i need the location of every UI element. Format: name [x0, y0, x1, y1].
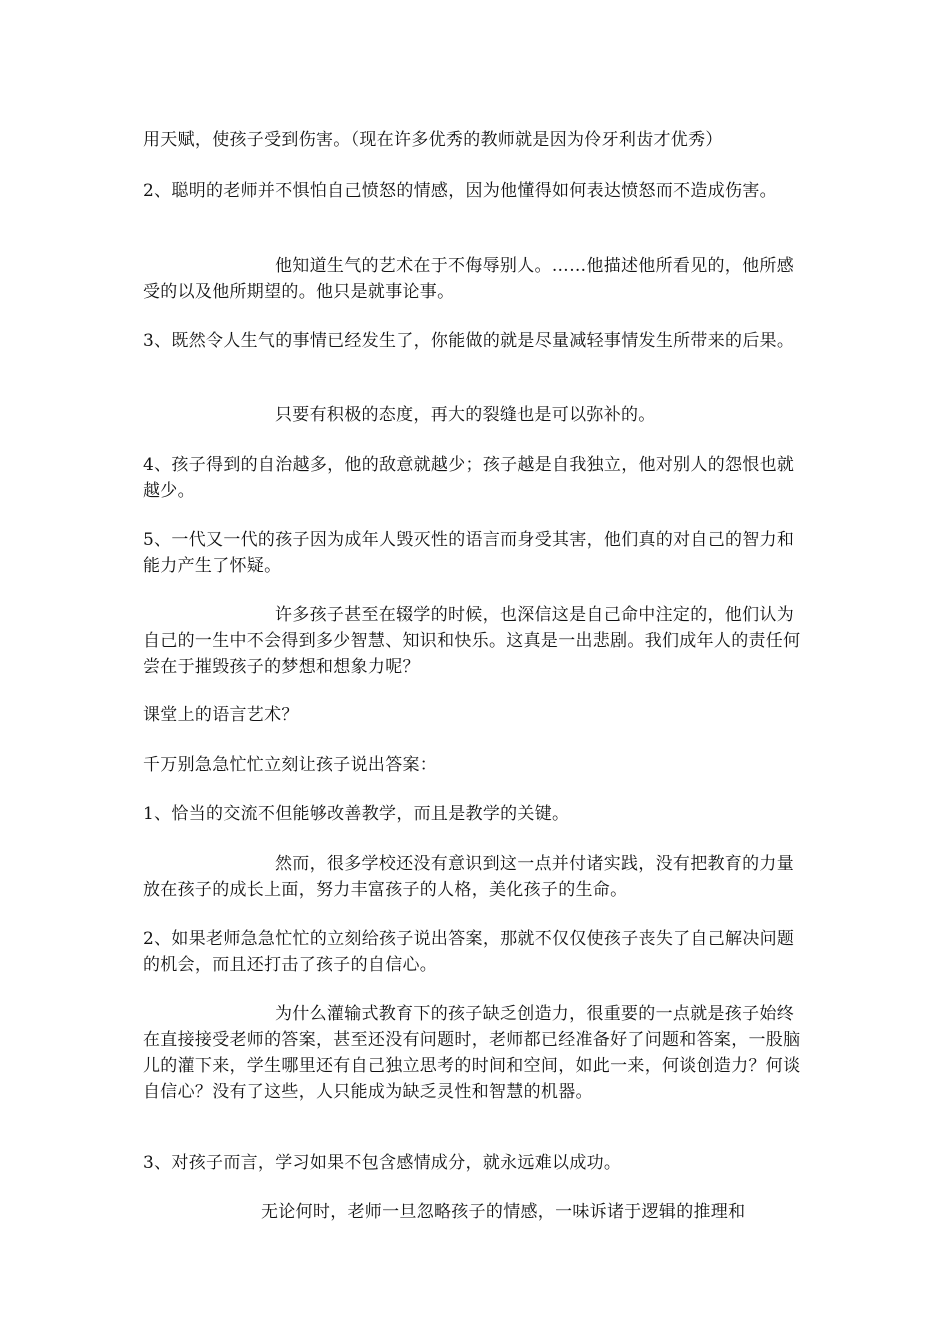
- paragraph-3: 他知道生气的艺术在于不侮辱别人。……他描述他所看见的，他所感受的以及他所期望的。他只是就事论事。: [143, 256, 794, 302]
- paragraph-11: 1、恰当的交流不但能够改善教学，而且是教学的关键。: [143, 804, 570, 824]
- paragraph-2: 2、聪明的老师并不惧怕自己愤怒的情感，因为他懂得如何表达愤怒而不造成伤害。: [143, 181, 777, 201]
- paragraph-6: 4、孩子得到的自治越多，他的敌意就越少；孩子越是自我独立，他对别人的怨恨也就越少。: [143, 455, 795, 501]
- paragraph-5: 只要有积极的态度，再大的裂缝也是可以弥补的。: [275, 405, 656, 425]
- paragraph-15: 3、对孩子而言，学习如果不包含感情成分，就永远难以成功。: [143, 1153, 622, 1173]
- paragraph-16: 无论何时，老师一旦忽略孩子的情感，一味诉诸于逻辑的推理和: [261, 1202, 746, 1222]
- paragraph-4: 3、既然令人生气的事情已经发生了，你能做的就是尽量减轻事情发生所带来的后果。: [143, 331, 795, 351]
- paragraph-9: 课堂上的语言艺术？: [143, 705, 299, 725]
- paragraph-7: 5、一代又一代的孩子因为成年人毁灭性的语言而身受其害，他们真的对自己的智力和能力产生了怀疑。: [143, 530, 795, 576]
- paragraph-10: 千万别急急忙忙立刻让孩子说出答案：: [143, 755, 438, 775]
- paragraph-1: 用天赋，使孩子受到伤害。（现在许多优秀的教师就是因为伶牙利齿才优秀）: [143, 130, 723, 150]
- paragraph-14: 为什么灌输式教育下的孩子缺乏创造力，很重要的一点就是孩子始终在直接接受老师的答案，甚至还没有问题时，老师都已经准备好了问题和答案，一股脑儿的灌下来，学生哪里还有自己独立思考的时间和空间，如此一来，何谈创造力？何谈自信心？没有了这些，人只能成为缺乏灵性和智慧的机器。: [143, 1004, 801, 1102]
- paragraph-8: 许多孩子甚至在辍学的时候，也深信这是自己命中注定的，他们认为自己的一生中不会得到多少智慧、知识和快乐。这真是一出悲剧。我们成年人的责任何尝在于摧毁孩子的梦想和想象力呢？: [143, 605, 801, 677]
- paragraph-12: 然而，很多学校还没有意识到这一点并付诸实践，没有把教育的力量放在孩子的成长上面，努力丰富孩子的人格，美化孩子的生命。: [143, 854, 794, 900]
- paragraph-13: 2、如果老师急急忙忙的立刻给孩子说出答案，那就不仅仅使孩子丧失了自己解决问题的机会，而且还打击了孩子的自信心。: [143, 929, 795, 975]
